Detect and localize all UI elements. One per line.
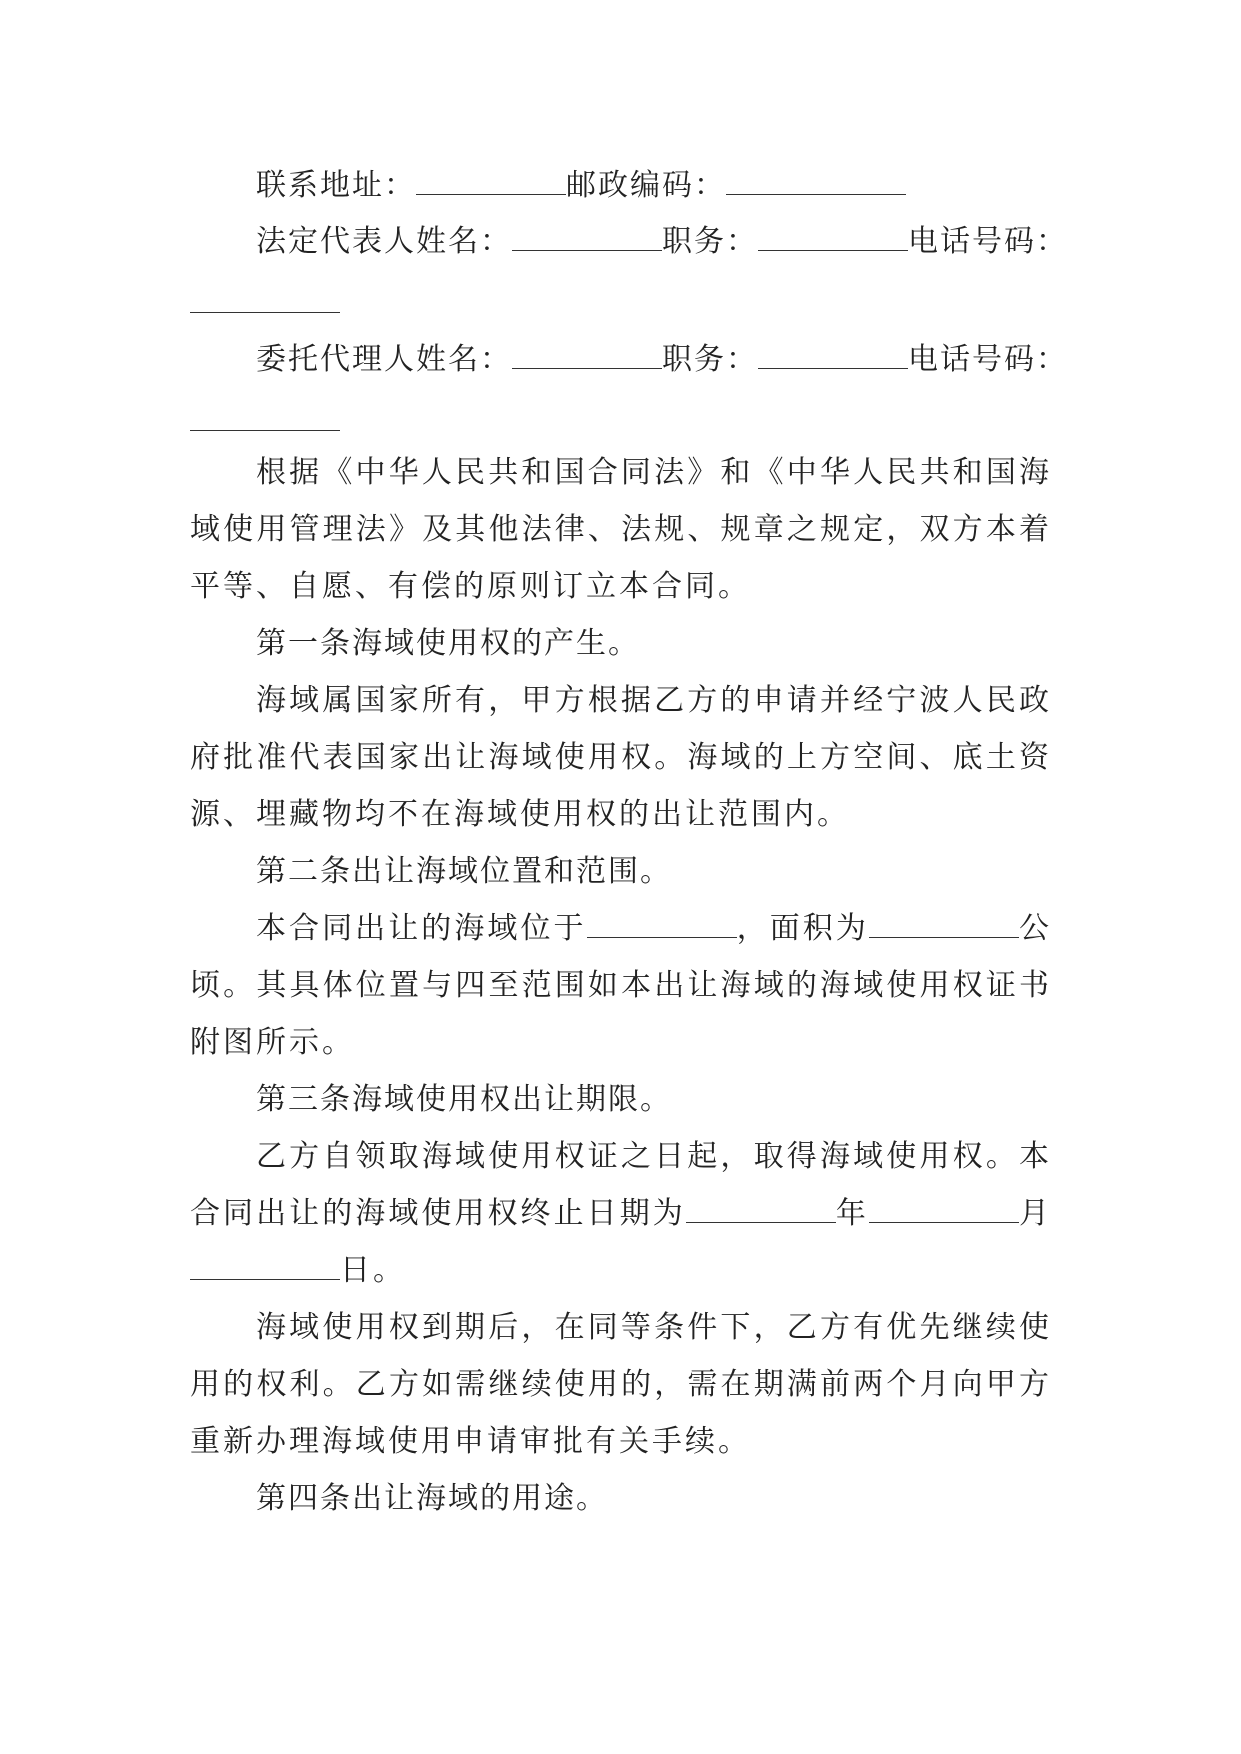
legal-rep-phone-row [190, 270, 1052, 326]
article2-body-part3: 公顷。其具体位置与四至范围如本出让海域的海域使用权证书附图所示。 [190, 911, 1052, 1060]
legal-rep-line [190, 214, 1068, 270]
legal-rep-position-blank [758, 224, 908, 251]
year-label: 年 [835, 1196, 869, 1231]
article1-body: 海域属国家所有，甲方根据乙方的申请并经宁波人民政府批准代表国家出让海域使用权。海域的上方空间、底土资源、埋藏物均不在海域使用权的出让范围内。 [190, 683, 1052, 832]
intro-paragraph: 根据《中华人民共和国合同法》和《中华人民共和国海域使用管理法》及其他法律、法规、规章之规定，双方本着平等、自愿、有偿的原则订立本合同。 [190, 455, 1052, 604]
agent-position-blank [758, 342, 908, 369]
article2-title: 第二条出让海域位置和范围。 [256, 854, 672, 889]
address-label: 联系地址： [256, 168, 416, 203]
article1-title: 第一条海域使用权的产生。 [256, 626, 640, 661]
legal-rep-name-blank [512, 224, 662, 251]
end-month-blank [869, 1196, 1019, 1223]
agent-phone-row [190, 388, 1052, 444]
contract-page [190, 158, 1068, 1527]
address-blank [416, 168, 566, 195]
article2-body [190, 900, 1052, 1071]
agent-position-label: 职务： [662, 342, 758, 377]
end-year-blank [686, 1196, 836, 1223]
article3-body2: 海域使用权到期后，在同等条件下，乙方有优先继续使用的权利。乙方如需继续使用的，需在期满前两个月向甲方重新办理海域使用申请审批有关手续。 [190, 1310, 1052, 1459]
day-label: 日。 [340, 1253, 406, 1288]
article4-title: 第四条出让海域的用途。 [256, 1481, 608, 1516]
article2-body-part1: 本合同出让的海域位于 [256, 911, 587, 946]
agent-phone-label: 电话号码： [908, 342, 1068, 377]
article3-body1-part1: 乙方自领取海域使用权证之日起，取得海域使用权。本合同出让的海域使用权终止日期为 [190, 1139, 1052, 1231]
postcode-label: 邮政编码： [566, 168, 726, 203]
month-label: 月 [1018, 1196, 1053, 1231]
contact-line [190, 158, 1052, 214]
legal-rep-phone-blank [190, 286, 340, 313]
legal-rep-name-label: 法定代表人姓名： [256, 224, 512, 259]
article3-title: 第三条海域使用权出让期限。 [256, 1082, 672, 1117]
sea-area-size-blank [869, 911, 1019, 938]
legal-rep-position-label: 职务： [662, 224, 758, 259]
article2-body-part2: ，面积为 [736, 911, 869, 946]
legal-rep-phone-label: 电话号码： [908, 224, 1068, 259]
postcode-blank [726, 168, 906, 195]
agent-name-label: 委托代理人姓名： [256, 342, 512, 377]
sea-area-location-blank [587, 911, 737, 938]
agent-name-blank [512, 342, 662, 369]
agent-phone-blank [190, 404, 340, 431]
agent-line [190, 332, 1068, 388]
article3-body1 [190, 1128, 1052, 1299]
end-day-blank [190, 1253, 340, 1280]
